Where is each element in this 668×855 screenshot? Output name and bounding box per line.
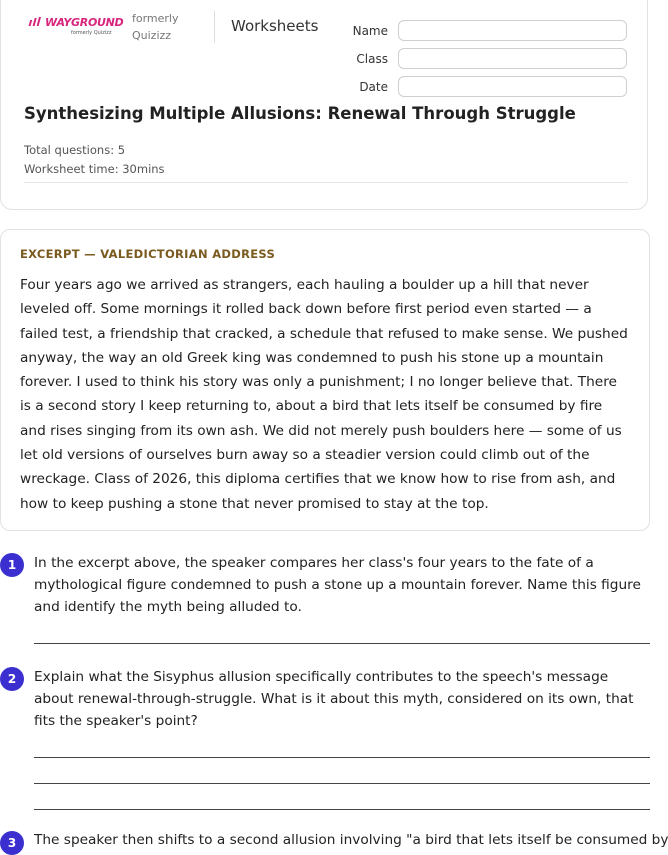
answer-line[interactable] <box>34 809 650 810</box>
worksheet-time: Worksheet time: 30mins <box>24 162 165 176</box>
question-1 <box>0 553 650 648</box>
worksheet-title: Synthesizing Multiple Allusions: Renewal Through Struggle <box>24 104 576 123</box>
excerpt-card <box>0 229 650 531</box>
question-number-badge: 3 <box>0 831 24 855</box>
worksheet-header <box>0 0 648 210</box>
question-text: The speaker then shifts to a second allusion involving "a bird that lets itself be consumed by <box>34 832 668 848</box>
excerpt-heading: EXCERPT — VALEDICTORIAN ADDRESS <box>20 247 276 261</box>
total-questions: Total questions: 5 <box>24 143 126 157</box>
date-label: Date <box>359 80 388 94</box>
class-field[interactable] <box>398 48 627 69</box>
question-3 <box>0 829 668 850</box>
date-field[interactable] <box>398 76 627 97</box>
header-divider <box>214 11 215 43</box>
answer-line[interactable] <box>34 643 650 644</box>
answer-line[interactable] <box>34 783 650 784</box>
worksheets-label: Worksheets <box>231 17 319 35</box>
question-number-badge: 1 <box>0 553 24 577</box>
header-rule <box>24 182 628 183</box>
logo-mark-icon <box>31 17 45 27</box>
logo-subtext: formerly Quizizz <box>71 30 112 36</box>
answer-line[interactable] <box>34 757 650 758</box>
question-2 <box>0 667 650 812</box>
formerly-label: formerly Quizizz <box>132 12 179 42</box>
wayground-logo <box>31 16 124 40</box>
class-label: Class <box>356 52 388 66</box>
name-label: Name <box>352 24 388 38</box>
excerpt-text: Four years ago we arrived as strangers, each hauling a boulder up a hill that never leveled off. Some mornings it rolled back down before first period even started — a failed test, a friendship that cracked, a schedule that refused to make sense. We pushed anyway, the way an old Greek king was condemned to push his stone up a mountain forever. I used to think his story was only a punishment; I no longer believe that. There is a second story I keep returning to, about a bird that lets itself be consumed by fire and rises singing from its own ash. We did not merely push boulders here — some of us let old versions of ourselves burn away so a steadier version could climb out of the wreckage. Class of 2026, this diploma certifies that we know how to rise from ash, and how to keep pushing a stone that never promised to stay at the top. <box>20 277 628 512</box>
question-number-badge: 2 <box>0 667 24 691</box>
name-field[interactable] <box>398 20 627 41</box>
question-text: Explain what the Sisyphus allusion specifically contributes to the speech's message about renewal-through-struggle. What is it about this myth, considered on its own, that fits the speaker's point? <box>34 669 634 729</box>
question-text: In the excerpt above, the speaker compares her class's four years to the fate of a mythological figure condemned to push a stone up a mountain forever. Name this figure and identify the myth being alluded to. <box>34 555 641 615</box>
logo-wordmark: WAYGROUND <box>45 16 124 29</box>
